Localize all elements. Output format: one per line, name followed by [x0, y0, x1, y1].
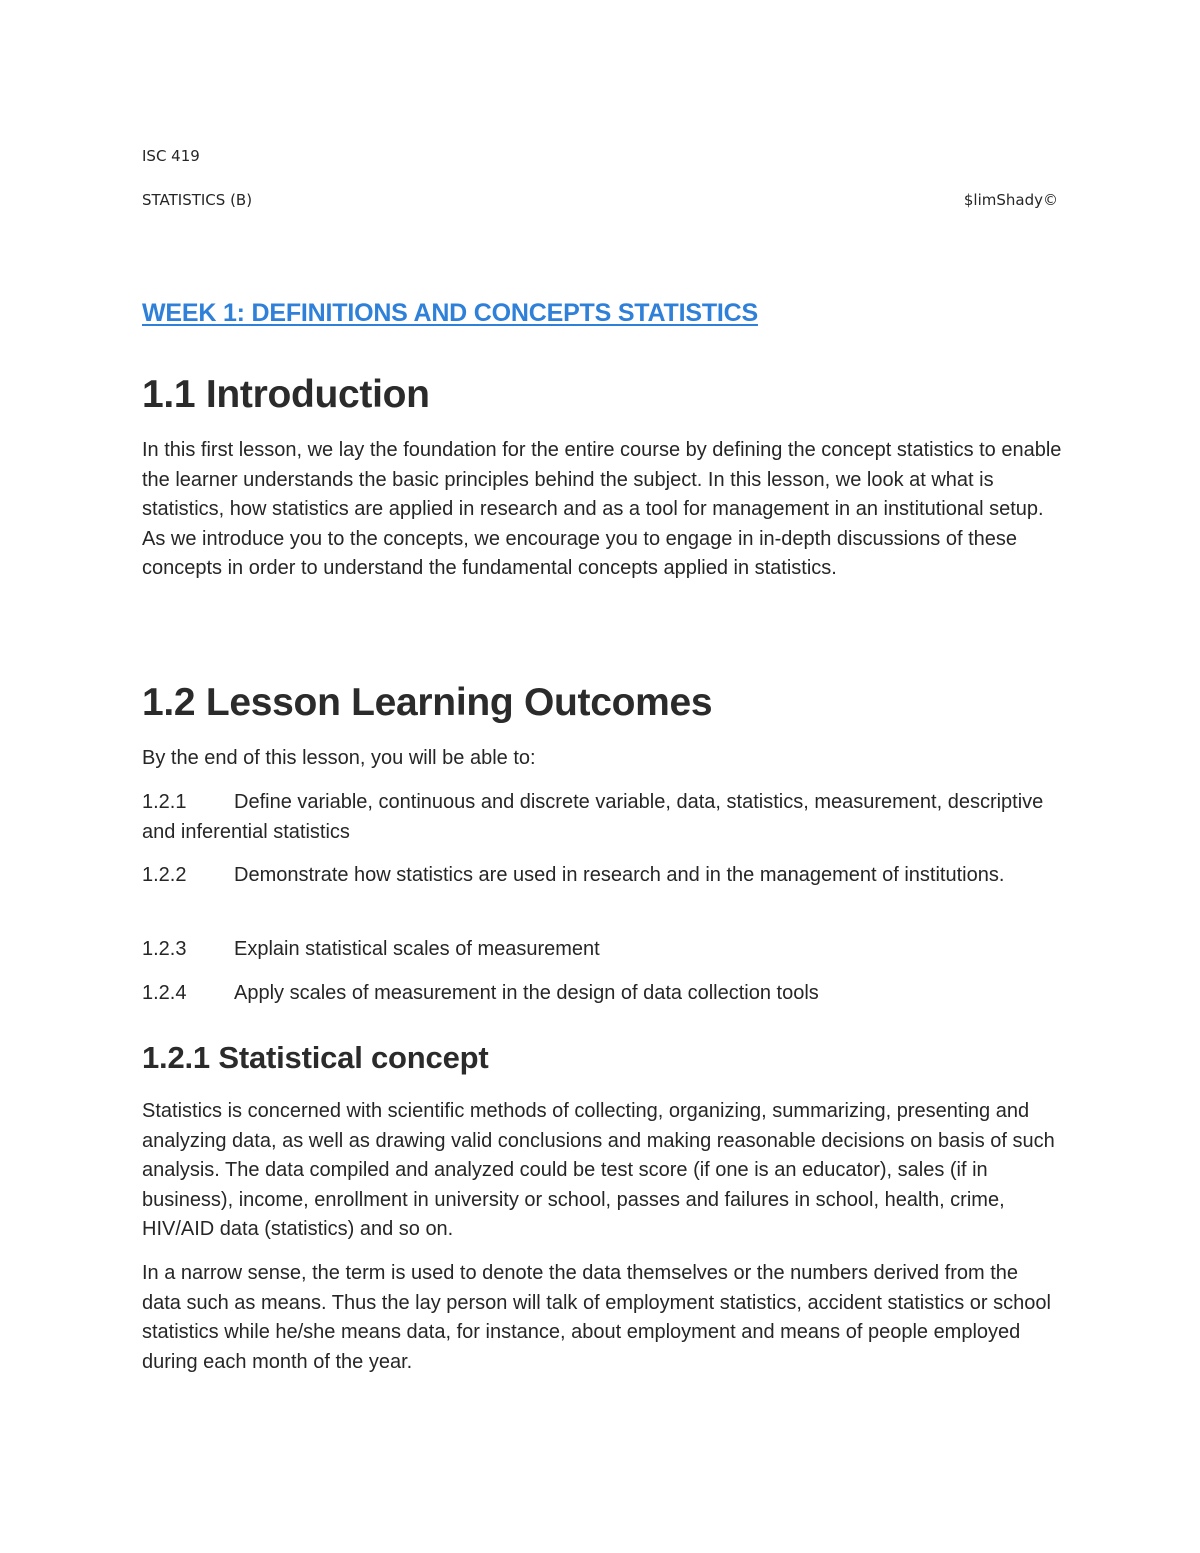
- outcome-item: [142, 788, 1062, 847]
- outcome-text: Apply scales of measurement in the design of data collection tools: [234, 982, 819, 1004]
- course-code: ISC 419: [142, 147, 200, 165]
- outcome-number: 1.2.4: [142, 982, 187, 1004]
- outcome-text: Demonstrate how statistics are used in research and in the management of institutions.: [234, 864, 1005, 886]
- outcome-text: Explain statistical scales of measurement: [234, 938, 600, 960]
- outcome-item: [142, 935, 1062, 965]
- section-heading-introduction: 1.1 Introduction: [142, 373, 430, 416]
- section-heading-statistical-concept: 1.2.1 Statistical concept: [142, 1040, 489, 1075]
- outcome-number: 1.2.1: [142, 791, 187, 813]
- author-credit: $limShady©: [963, 191, 1058, 209]
- outcome-number: 1.2.3: [142, 938, 187, 960]
- outcomes-lead: By the end of this lesson, you will be able to:: [142, 747, 536, 769]
- week-title-link[interactable]: WEEK 1: DEFINITIONS AND CONCEPTS STATISTICS: [142, 299, 758, 327]
- outcome-item: [142, 979, 1062, 1009]
- outcome-text: Define variable, continuous and discrete variable, data, statistics, measurement, descriptive and inferential statistics: [142, 791, 1044, 843]
- course-name: STATISTICS (B): [142, 191, 253, 209]
- statistical-concept-paragraph-2: In a narrow sense, the term is used to denote the data themselves or the numbers derived from the data such as means. Thus the lay person will talk of employment statistics, accident statistics or school statistics while he/she means data, for instance, about employment and means of people employed during each month of the year.: [142, 1262, 1051, 1373]
- outcome-item: [142, 861, 1062, 891]
- outcome-number: 1.2.2: [142, 864, 187, 886]
- introduction-paragraph: In this first lesson, we lay the foundation for the entire course by defining the concept statistics to enable the learner understands the basic principles behind the subject. In this lesson, we look at what is statistics, how statistics are applied in research and as a tool for management in an institutional setup. As we introduce you to the concepts, we encourage you to engage in in-depth discussions of these concepts in order to understand the fundamental concepts applied in statistics.: [142, 439, 1062, 580]
- statistical-concept-paragraph-1: Statistics is concerned with scientific methods of collecting, organizing, summarizing, presenting and analyzing data, as well as drawing valid conclusions and making reasonable decisions on basis of such analysis. The data compiled and analyzed could be test score (if one is an educator), sales (if in business), income, enrollment in university or school, passes and failures in school, health, crime, HIV/AID data (statistics) and so on.: [142, 1100, 1055, 1241]
- section-heading-learning-outcomes: 1.2 Lesson Learning Outcomes: [142, 681, 713, 724]
